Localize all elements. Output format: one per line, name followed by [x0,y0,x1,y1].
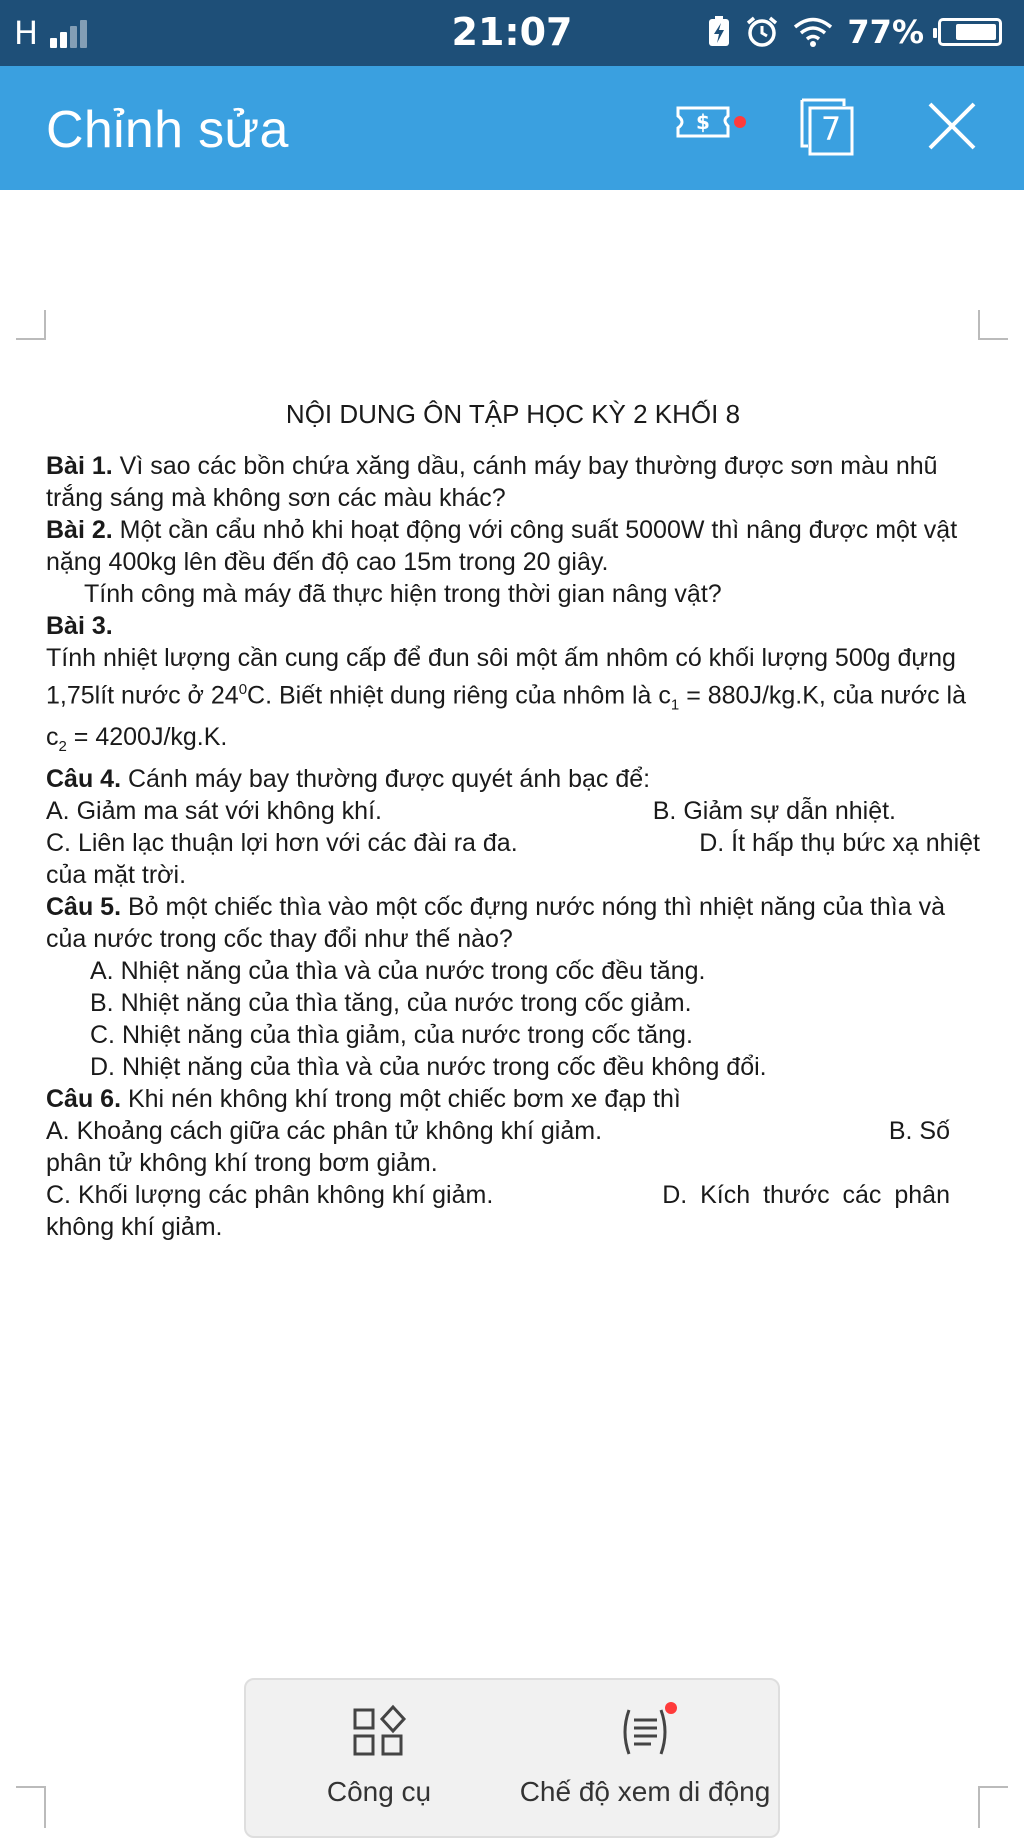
option-d: D. Ít hấp thụ bức xạ nhiệt [699,829,980,858]
page-title: Chỉnh sửa [46,101,289,159]
page-count: 7 [820,110,842,148]
document-title: NỘI DUNG ÔN TẬP HỌC KỲ 2 KHỐI 8 [285,399,741,429]
page-corner-marker [978,310,1008,340]
option-c: C. Nhiệt năng của thìa giảm, của nước trong cốc tăng. [90,1021,693,1050]
question-bai2-ask: Tính công mà máy đã thực hiện trong thời gian nâng vật? [84,580,722,608]
tools-label: Công cụ [326,1776,432,1807]
page-corner-marker [978,1786,1008,1828]
page-corner-marker [16,1786,46,1828]
question-cau6: Câu 6. Khi nén không khí trong một chiếc bơm xe đạp thì [46,1085,681,1114]
status-bar [0,0,1024,66]
option-d-continued: không khí giảm. [46,1213,223,1242]
battery-charging-icon [707,16,731,48]
option-d-continued: của mặt trời. [46,861,187,890]
mobile-view-icon [615,1702,675,1762]
option-b: B. Số [888,1117,950,1146]
battery-icon [938,18,1002,46]
wifi-icon [793,16,833,48]
network-type: H [14,14,39,52]
question-bai1: Bài 1. Vì sao các bồn chứa xăng dầu, cánh máy bay thường được sơn màu nhũ trắng sáng mà không sơn các màu khác? [46,452,938,512]
options-row [46,1115,980,1147]
question-cau5: Câu 5. Bỏ một chiếc thìa vào một cốc đựng nước nóng thì nhiệt năng của thìa và của nước trong cốc thay đổi như thế nào? [46,893,945,954]
option-b-continued: phân tử không khí trong bơm giảm. [46,1149,438,1178]
svg-text:$: $ [696,110,710,134]
alarm-icon [745,15,779,49]
option-d: D. Kích thước các phân [662,1181,950,1210]
question-bai2: Bài 2. Một cần cẩu nhỏ khi hoạt động với công suất 5000W thì nâng được một vật nặng 400kg lên đều đến độ cao 15m trong 20 giây. [46,516,958,576]
options-row [46,1179,980,1211]
option-b: B. Giảm sự dẫn nhiệt. [652,797,896,826]
option-c: C. Liên lạc thuận lợi hơn với các đài ra đa. [46,829,518,858]
coupon-icon [674,96,744,160]
app-bar [0,66,1024,190]
option-a: A. Nhiệt năng của thìa và của nước trong cốc đều tăng. [90,957,706,986]
battery-percent: 77% [847,13,924,51]
options-row [46,827,980,859]
clock: 21:07 [451,10,573,54]
question-bai3: Tính nhiệt lượng cần cung cấp để đun sôi một ấm nhôm có khối lượng 500g đựng 1,75lít nước ở $24^0C$. Biết nhiệt dung riêng của nhôm là $c_1 = 880J/kg.K$, của nước là $c_2 = 4200J/kg.K$. [46,644,967,756]
pages-button[interactable] [798,96,868,160]
option-c: C. Khối lượng các phân không khí giảm. [46,1181,494,1210]
tools-icon [349,1702,409,1762]
option-d: D. Nhiệt năng của thìa và của nước trong cốc đều không đổi. [90,1053,767,1082]
bottom-toolbar [244,1678,780,1838]
coupon-button[interactable] [674,96,744,160]
options-row [46,795,980,827]
mobile-view-label: Chế độ xem di động [519,1776,771,1807]
close-icon [920,96,990,160]
close-button[interactable] [920,96,990,160]
mobile-view-button[interactable] [512,1680,778,1836]
option-a: A. Giảm ma sát với không khí. [46,797,382,826]
option-a: A. Khoảng cách giữa các phân tử không khí giảm. [46,1117,603,1146]
document-body[interactable] [46,398,980,1243]
page-corner-marker [16,310,46,340]
tools-button[interactable] [246,1680,512,1836]
question-cau4: Câu 4. Cánh máy bay thường được quyét ánh bạc để: [46,765,651,794]
question-bai3-label: Bài 3. [46,612,113,640]
option-b: B. Nhiệt năng của thìa tăng, của nước trong cốc giảm. [90,989,692,1018]
